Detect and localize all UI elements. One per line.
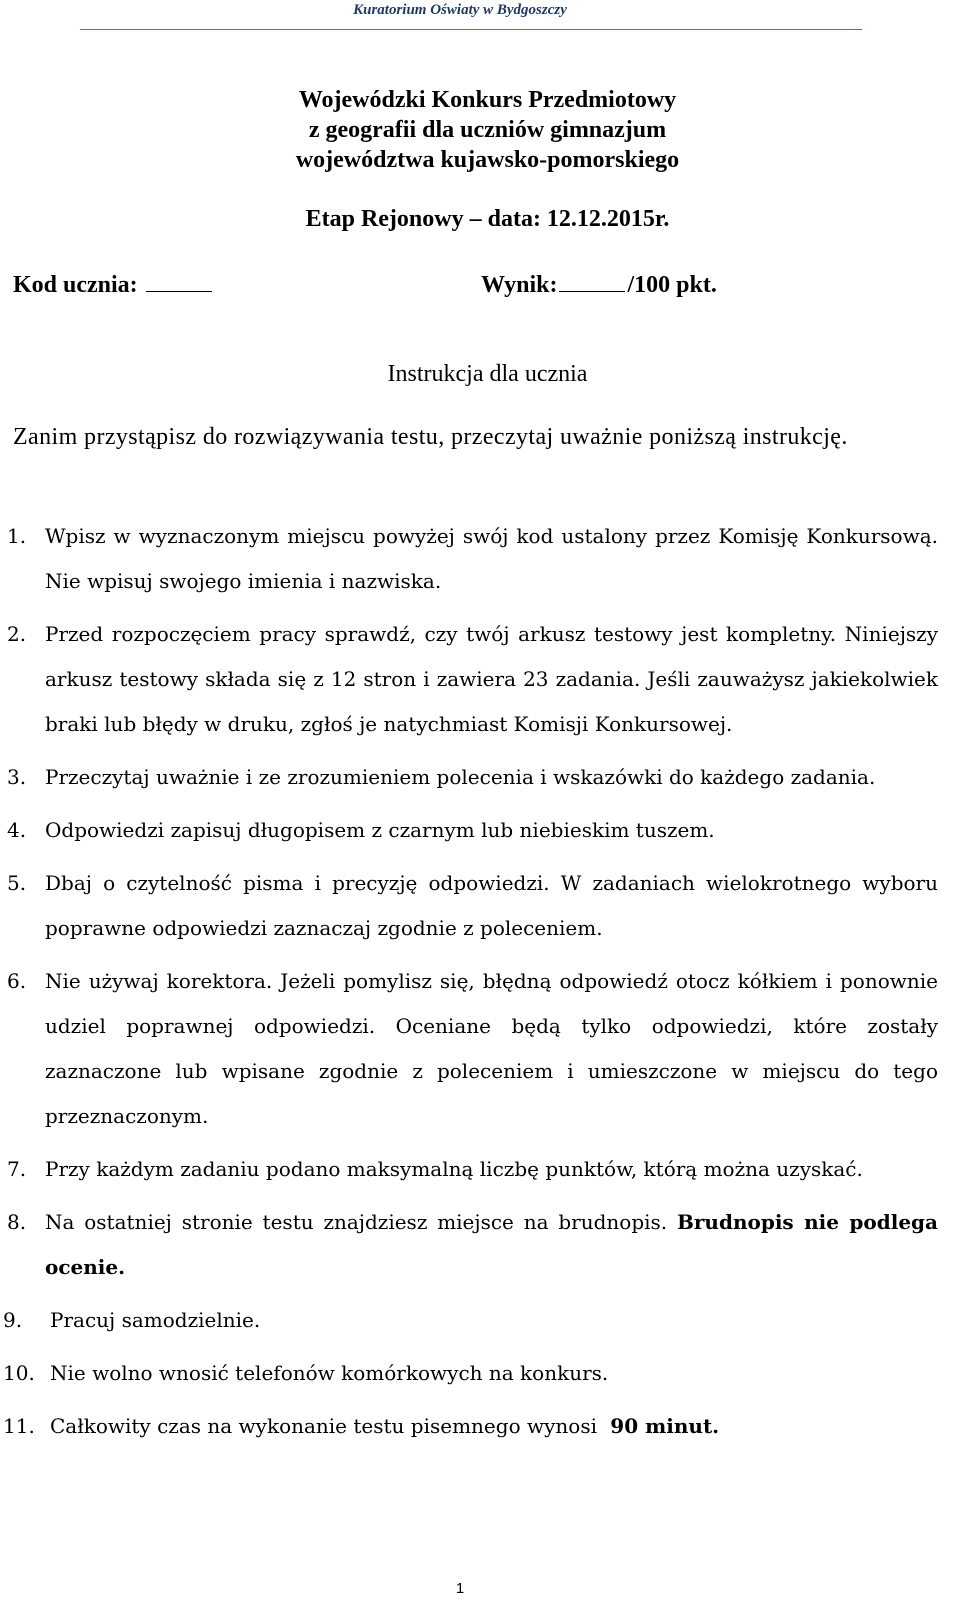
instruction-item [0, 861, 960, 951]
instruction-text [45, 1200, 945, 1290]
student-code-row [13, 271, 214, 299]
instruction-text-body: Przeczytaj uważnie i ze zrozumieniem polecenia i wskazówki do każdego zadania. [45, 765, 876, 789]
header-organization: Kuratorium Oświaty w Bydgoszczy [353, 2, 567, 18]
instruction-item [0, 808, 960, 853]
instruction-text-body: Nie wolno wnosić telefonów komórkowych na konkurs. [50, 1361, 609, 1385]
instruction-text [45, 1147, 938, 1192]
instruction-text-body: Na ostatniej stronie testu znajdziesz miejsce na brudnopis. [45, 1210, 677, 1234]
instruction-item [0, 1351, 960, 1396]
instruction-text-body: Odpowiedzi zapisuj długopisem z czarnym lub niebieskim tuszem. [45, 818, 715, 842]
instruction-text-body: Przed rozpoczęciem pracy sprawdź, czy twój arkusz testowy jest kompletny. Niniejszy arkusz testowy składa się z 12 stron i zawiera 23 zadania. Jeśli zauważysz jakiekolwiek braki lub błędy w druku, zgłoś je natychmiast Komisji Konkursowej. [45, 622, 938, 736]
instruction-number: 4. [7, 818, 27, 842]
instructions-intro: Zanim przystąpisz do rozwiązywania testu, przeczytaj uważnie poniższą instrukcję. [13, 424, 848, 450]
instruction-text-body: Całkowity czas na wykonanie testu pisemnego wynosi [50, 1414, 604, 1438]
result-row [481, 271, 717, 299]
instructions-heading: Instrukcja dla ucznia [387, 361, 588, 387]
instruction-text-body: Dbaj o czytelność pisma i precyzję odpowiedzi. W zadaniach wielokrotnego wyboru poprawne odpowiedzi zaznaczaj zgodnie z poleceniem. [45, 871, 938, 940]
instruction-item [0, 1200, 960, 1290]
student-code-field[interactable] [146, 271, 212, 292]
instruction-number: 1. [7, 524, 27, 548]
instruction-item [0, 514, 960, 604]
instruction-item [0, 1404, 960, 1449]
instruction-number: 6. [7, 969, 27, 993]
instruction-number: 8. [7, 1210, 27, 1234]
instruction-number: 5. [7, 871, 27, 895]
instruction-text-body: Pracuj samodzielnie. [50, 1308, 261, 1332]
instruction-number: 7. [7, 1157, 27, 1181]
title-line-1: Wojewódzki Konkurs Przedmiotowy [298, 87, 677, 113]
instruction-number: 9. [3, 1308, 23, 1332]
page-number: 1 [455, 1580, 465, 1597]
instruction-text-body: Nie używaj korektora. Jeżeli pomylisz się, błędną odpowiedź otocz kółkiem i ponownie udziel poprawnej odpowiedzi. Oceniane będą tylko odpowiedzi, które zostały zaznaczone lub wpisane zgodnie z poleceniem i umieszczone w miejscu do tego przeznaczonym. [45, 969, 938, 1128]
instruction-text-body: Wpisz w wyznaczonym miejscu powyżej swój kod ustalony przez Komisję Konkursową. Nie wpisuj swojego imienia i nazwiska. [45, 524, 938, 593]
instruction-number: 11. [3, 1414, 35, 1438]
title-line-2: z geografii dla uczniów gimnazjum [308, 117, 667, 143]
instruction-item [0, 959, 960, 1139]
instruction-text [45, 612, 938, 747]
instruction-item [0, 755, 960, 800]
header-divider [80, 29, 862, 30]
instruction-text [45, 959, 938, 1139]
instruction-text [45, 514, 938, 604]
instruction-text-emphasis: 90 minut. [603, 1414, 720, 1438]
instruction-number: 3. [7, 765, 27, 789]
instruction-text [45, 861, 938, 951]
instruction-text [45, 755, 938, 800]
instruction-item [0, 612, 960, 747]
instruction-item [0, 1298, 960, 1343]
instruction-text-emphasis: Brudnopis nie podlega ocenie. [45, 1210, 945, 1279]
instruction-text [50, 1298, 938, 1343]
instruction-text-body: Przy każdym zadaniu podano maksymalną liczbę punktów, którą można uzyskać. [45, 1157, 863, 1181]
instructions-list [0, 514, 960, 1457]
instruction-text [45, 808, 938, 853]
instruction-text [50, 1404, 938, 1449]
result-max-points: /100 pkt. [627, 272, 717, 298]
result-label: Wynik: [481, 272, 558, 298]
stage-date: Etap Rejonowy – data: 12.12.2015r. [305, 206, 670, 232]
result-score-field[interactable] [559, 271, 625, 292]
instruction-item [0, 1147, 960, 1192]
instruction-text [50, 1351, 938, 1396]
instruction-number: 10. [3, 1361, 35, 1385]
title-line-3: województwa kujawsko-pomorskiego [295, 147, 680, 173]
instruction-number: 2. [7, 622, 27, 646]
contest-title [0, 85, 960, 175]
student-code-label: Kod ucznia: [13, 272, 138, 298]
